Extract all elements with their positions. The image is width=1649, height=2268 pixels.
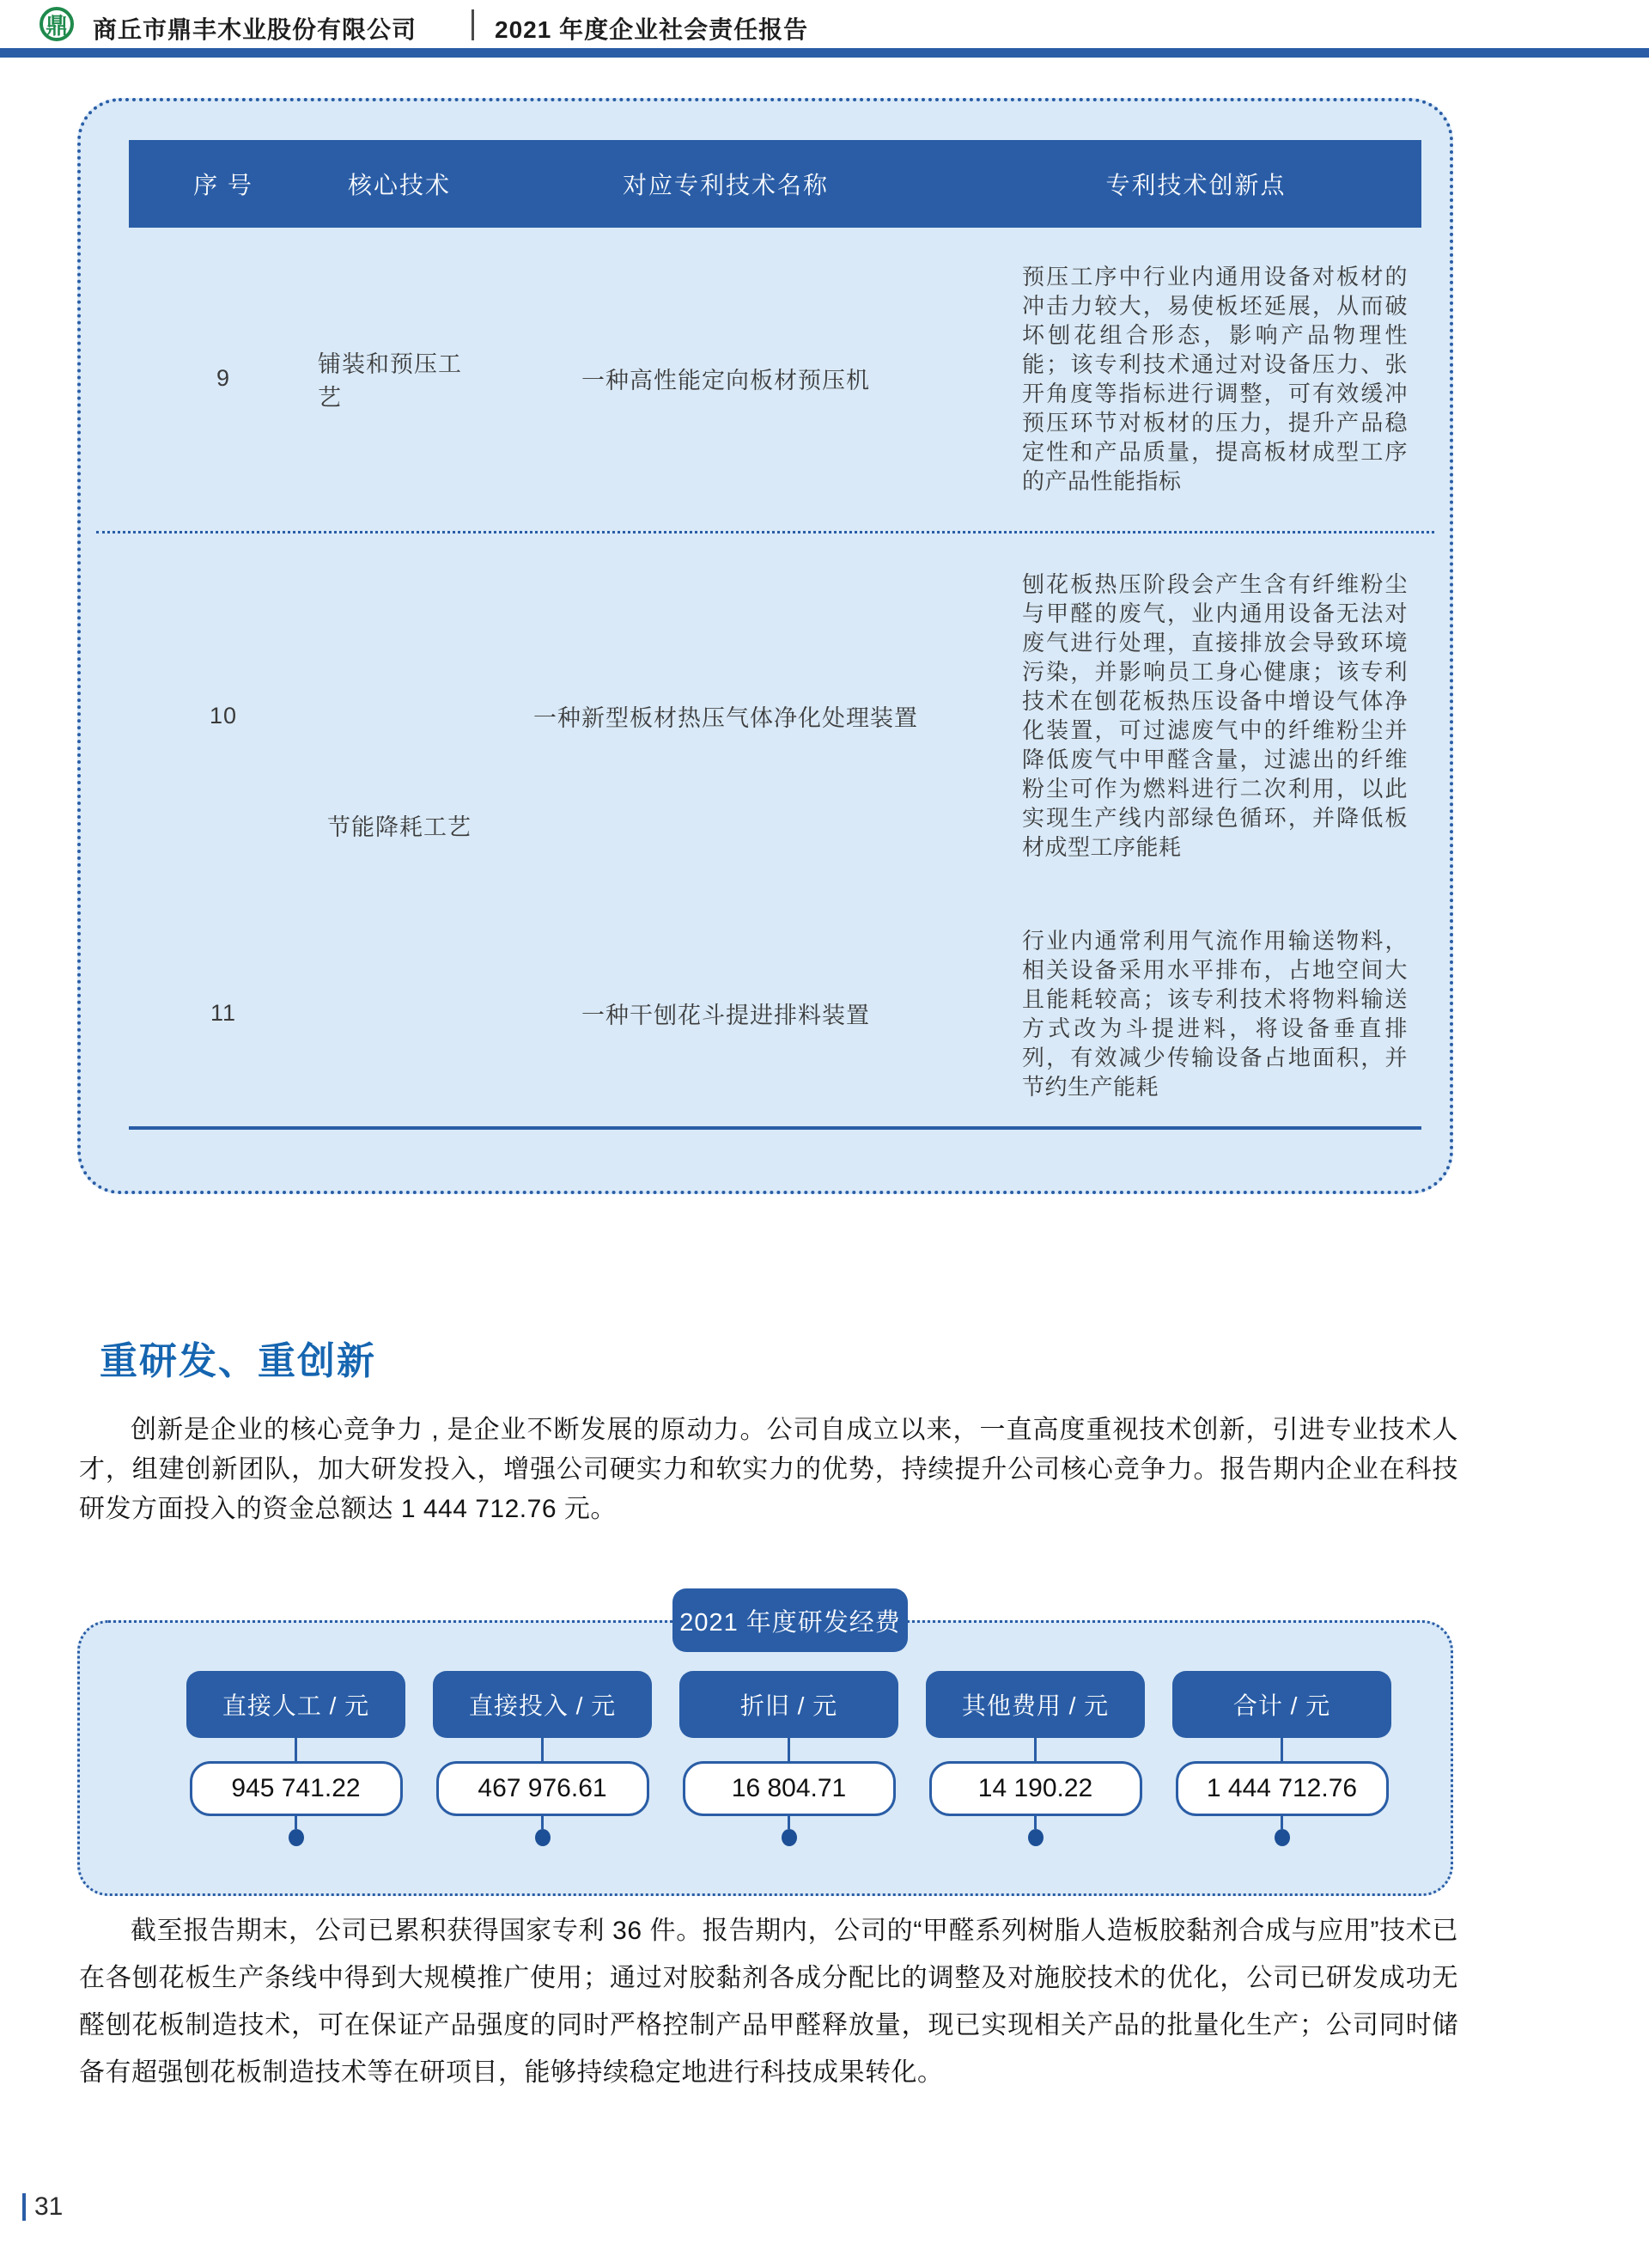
col-header-innovation: 专利技术创新点 [1105,172,1287,198]
patent-name-cell: 一种干刨花斗提进排料装置 [581,1003,870,1028]
section-heading: 重研发、重创新 [100,1340,376,1382]
innovation-cell: 刨花板热压阶段会产生含有纤维粉尘与甲醛的废气，业内通用设备无法对废气进行处理，直接排放会导致环境污染，并影响员工身心健康；该专利技术在刨花板热压设备中增设气体净化装置，可过滤废气中的纤维粉尘并降低废气中甲醛含量，过滤出的纤维粉尘可作为燃料进行二次利用，以此实现生产线内部绿色循环，并降低板材成型工序能耗 [1022,571,1408,860]
rd-budget-title-badge: 2021 年度研发经费 [672,1588,908,1652]
patent-table-body [129,229,1421,1123]
patent-table-header-row [129,140,1421,228]
budget-column [419,1671,666,1846]
connector-line [541,1738,544,1761]
budget-value: 14 190.22 [929,1761,1142,1816]
budget-value: 945 741.22 [190,1761,403,1816]
budget-label: 合计 / 元 [1172,1671,1391,1738]
connector-line [788,1816,790,1829]
col-header-no: 序 号 [193,172,253,198]
row-separator [96,531,1434,533]
budget-column [173,1671,419,1846]
company-name: 商丘市鼎丰木业股份有限公司 [93,16,417,43]
budget-column [666,1671,912,1846]
connector-line [295,1816,297,1829]
budget-value: 467 976.61 [436,1761,649,1816]
report-title: 2021 年度企业社会责任报告 [495,16,809,43]
patent-name-cell: 一种高性能定向板材预压机 [581,368,870,393]
row-number-cell: 9 [216,365,231,391]
col-header-patent-name: 对应专利技术名称 [622,172,829,198]
row-number-cell: 10 [209,702,238,729]
rd-budget-card [77,1620,1453,1896]
connector-line [1281,1816,1283,1829]
core-tech-merged-cell: 节能降耗工艺 [327,814,472,840]
page-number-value: 31 [34,2192,64,2221]
connector-line [1281,1738,1283,1761]
budget-value: 16 804.71 [683,1761,896,1816]
page-number-bar [22,2193,26,2221]
budget-label: 折旧 / 元 [679,1671,898,1738]
company-logo [40,7,74,41]
connector-dot [535,1829,551,1846]
paragraph-innovation: 创新是企业的核心竞争力 , 是企业不断发展的原动力。公司自成立以来，一直高度重视技术创新，引进专业技术人才，组建创新团队，加大研发投入，增强公司硬实力和软实力的优势，持续提升公司核心竞争力。报告期内企业在科技研发方面投入的资金总额达 1 444 712.76 元。 [79,1416,1458,1523]
patent-name-cell: 一种新型板材热压气体净化处理装置 [533,704,918,731]
budget-label: 直接投入 / 元 [433,1671,652,1738]
paragraph-patents: 截至报告期末，公司已累积获得国家专利 36 件。报告期内，公司的“甲醛系列树脂人造板胶黏剂合成与应用”技术已在各刨花板生产条线中得到大规模推广使用；通过对胶黏剂各成分配比的调整及对施胶技术的优化，公司已研发成功无醛刨花板制造技术，可在保证产品强度的同时严格控制产品甲醛释放量，现已实现相关产品的批量化生产；公司同时储备有超强刨花板制造技术等在研项目，能够持续稳定地进行科技成果转化。 [79,1917,1458,2087]
budget-column [912,1671,1159,1846]
connector-line [1034,1816,1037,1829]
core-tech-cell: 铺装和预压工艺 [318,351,462,411]
budget-label: 其他费用 / 元 [926,1671,1145,1738]
connector-dot [782,1829,797,1846]
row-number-cell: 11 [210,1000,237,1026]
connector-line [1034,1738,1037,1761]
budget-value: 1 444 712.76 [1176,1761,1389,1816]
connector-line [788,1738,790,1761]
budget-column [1159,1671,1405,1846]
header-divider [472,9,474,40]
table-bottom-rule [129,1126,1421,1130]
connector-line [541,1816,544,1829]
budget-label: 直接人工 / 元 [186,1671,405,1738]
rd-budget-grid [173,1671,1405,1846]
connector-line [295,1738,297,1761]
patent-table-card [77,98,1453,1194]
page-number [22,2192,63,2222]
innovation-cell: 预压工序中行业内通用设备对板材的冲击力较大，易使板坯延展，从而破坏刨花组合形态，影响产品物理性能；该专利技术通过对设备压力、张开角度等指标进行调整，可有效缓冲预压环节对板材的压力，提升产品稳定性和产品质量，提高板材成型工序的产品性能指标 [1022,263,1408,494]
col-header-core-tech: 核心技术 [347,172,451,198]
logo-glyph: 鼎 [45,12,68,39]
header-rule [0,48,1649,58]
connector-dot [1028,1829,1044,1846]
innovation-cell: 行业内通常利用气流作用输送物料，相关设备采用水平排布，占地空间大且能耗较高；该专利技术将物料输送方式改为斗提进料，将设备垂直排列，有效减少传输设备占地面积，并节约生产能耗 [1022,927,1408,1100]
connector-dot [1275,1829,1290,1846]
connector-dot [289,1829,304,1846]
